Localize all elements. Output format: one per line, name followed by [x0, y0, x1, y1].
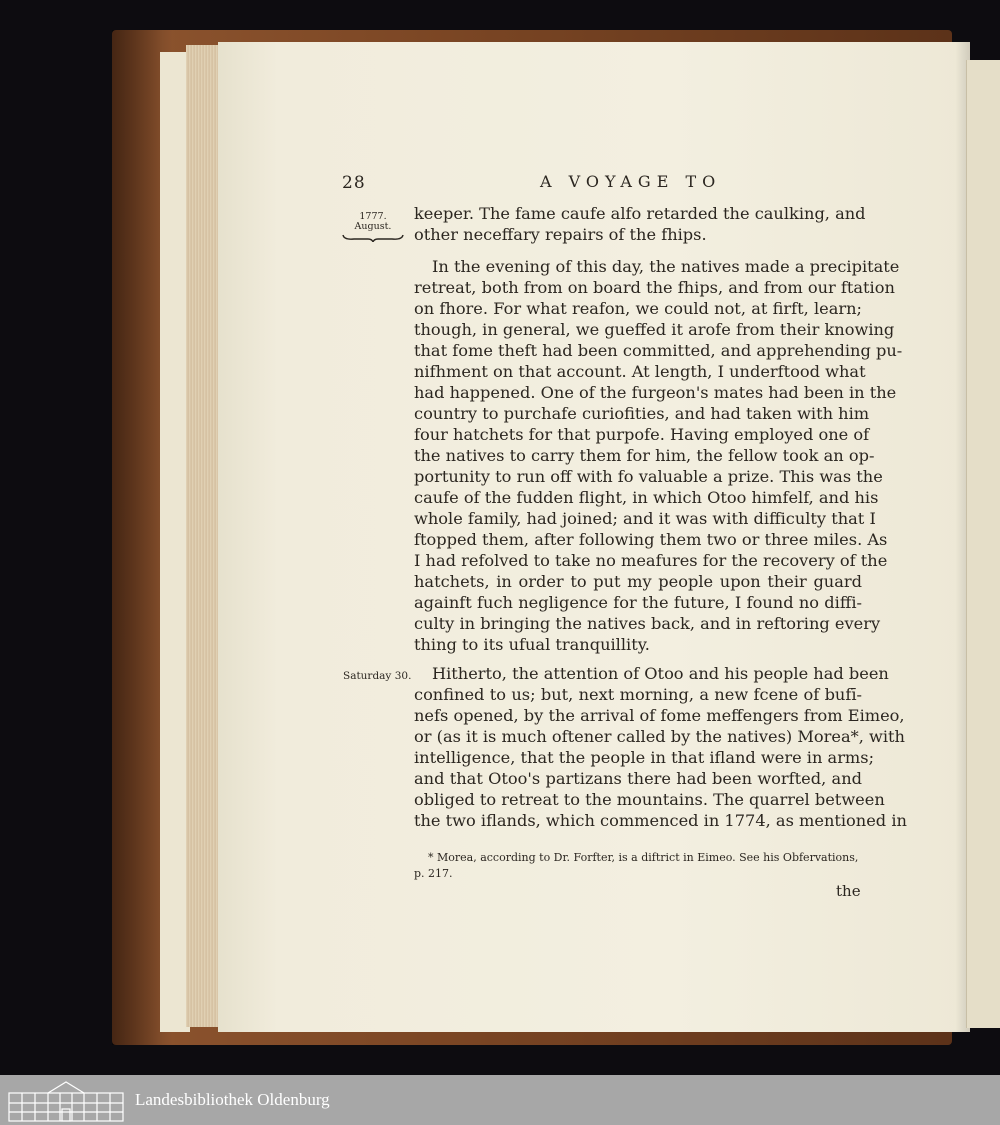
brace-icon [342, 234, 404, 242]
library-name: Landesbibliothek Oldenburg [135, 1090, 330, 1109]
text-line: the natives to carry them for him, the fellow took an op- [414, 446, 875, 465]
text-line: portunity to run off with fo valuable a prize. This was the [414, 467, 883, 486]
margin-day-note: Saturday 30. [343, 670, 412, 682]
library-building-icon [8, 1079, 124, 1122]
text-line: other neceffary repairs of the fhips. [414, 225, 707, 244]
text-line: the two iflands, which commenced in 1774, as mentioned in [414, 811, 907, 830]
running-head: A VOYAGE TO [540, 172, 722, 191]
text-line: retreat, both from on board the fhips, and from our ftation [414, 278, 895, 297]
text-line: In the evening of this day, the natives made a precipitate [432, 257, 900, 276]
text-line: nefs opened, by the arrival of fome meffengers from Eimeo, [414, 706, 905, 725]
text-line: hatchets, in order to put my people upon their guard [414, 572, 862, 591]
text-line: and that Otoo's partizans there had been worfted, and [414, 769, 862, 788]
text-line: culty in bringing the natives back, and in reftoring every [414, 614, 881, 633]
margin-year: 1777. [359, 211, 387, 222]
footnote-line: * Morea, according to Dr. Forfter, is a diftrict in Eimeo. See his Obfervations, [428, 851, 859, 864]
text-line: or (as it is much oftener called by the natives) Morea*, with [414, 727, 905, 746]
text-line: whole family, had joined; and it was with difficulty that I [414, 509, 876, 528]
text-line: four hatchets for that purpofe. Having employed one of [414, 425, 870, 444]
text-line: country to purchafe curiofities, and had taken with him [414, 404, 870, 423]
footnote [414, 850, 864, 882]
text-line: keeper. The fame caufe alfo retarded the caulking, and [414, 204, 866, 223]
margin-date-note [340, 212, 406, 242]
text-line: intelligence, that the people in that ifland were in arms; [414, 748, 875, 767]
margin-month: August. [354, 221, 392, 232]
next-leaf [966, 60, 1000, 1028]
text-line: had happened. One of the furgeon's mates had been in the [414, 383, 897, 402]
footnote-line: p. 217. [414, 867, 453, 880]
text-line: on fhore. For what reafon, we could not, at firft, learn; [414, 299, 862, 318]
text-line: nifhment on that account. At length, I underftood what [414, 362, 866, 381]
text-line: I had refolved to take no meafures for the recovery of the [414, 551, 888, 570]
text-line: though, in general, we gueffed it arofe from their knowing [414, 320, 895, 339]
text-line: ftopped them, after following them two or three miles. As [414, 530, 888, 549]
text-line: confined to us; but, next morning, a new fcene of bufī- [414, 685, 862, 704]
text-line: obliged to retreat to the mountains. The quarrel between [414, 790, 885, 809]
page-edges [186, 45, 222, 1027]
text-line: caufe of the fudden flight, in which Otoo himfelf, and his [414, 488, 879, 507]
page-number: 28 [342, 173, 366, 193]
text-line: Hitherto, the attention of Otoo and his people had been [432, 664, 889, 683]
catchword: the [836, 882, 861, 900]
text-line: that fome theft had been committed, and apprehending pu- [414, 341, 903, 360]
text-line: thing to its ufual tranquillity. [414, 635, 650, 654]
text-line: againft fuch negligence for the future, I found no diffi- [414, 593, 862, 612]
